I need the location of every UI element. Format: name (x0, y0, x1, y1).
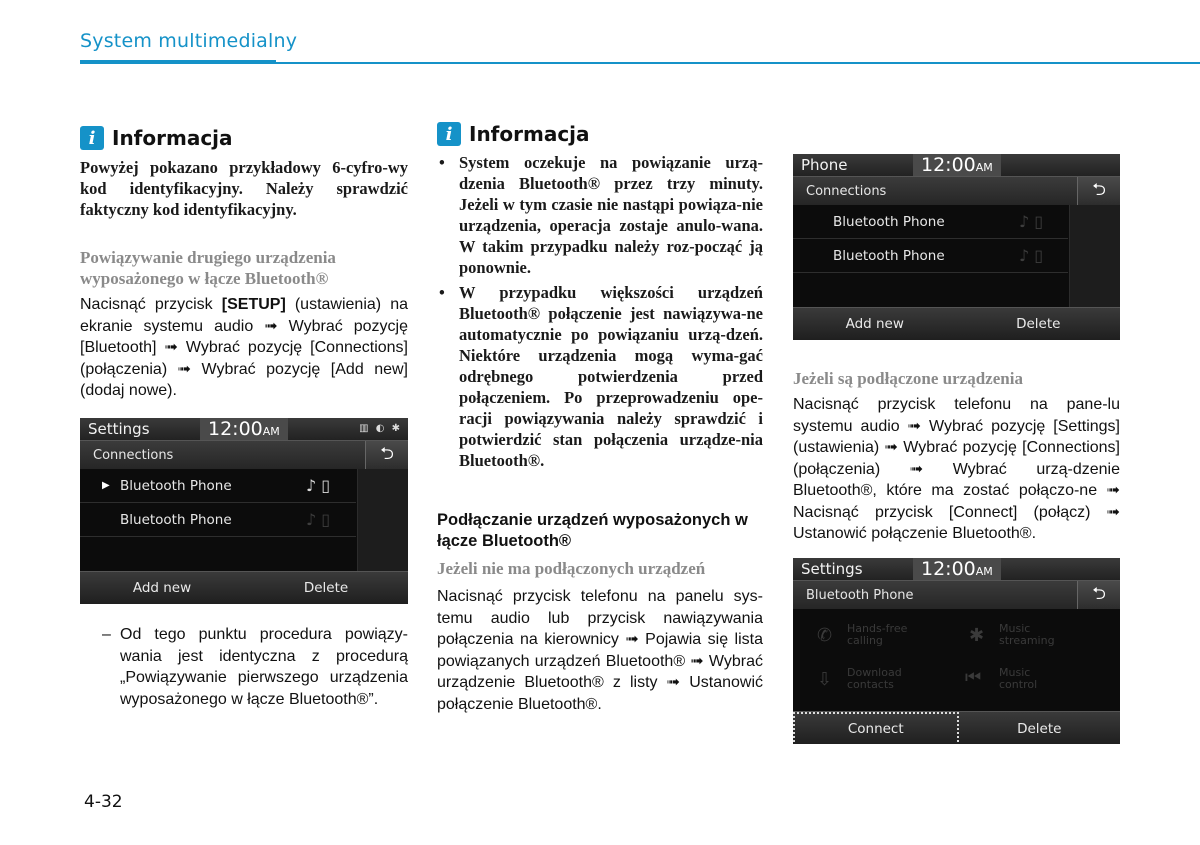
screen-settings-connections (80, 418, 408, 604)
connect-button[interactable]: Connect (793, 712, 959, 744)
screen-subheader (793, 176, 1120, 205)
info-icon: i (437, 122, 461, 146)
bullet-item: • W przypadku większości urządzeń Bluetooth® połączenie jest nawiązywa-ne automatycznie po powiązaniu urzą-dzeń. Niektóre urządzenia mogą wyma-gać odrębnego potwierdzenia przed połączeniem. Po przeprowadzeniu ope-racji powiązywania należy sprawdzić i potwierdzić stan połączenia urządze-nia Bluetooth®. (437, 282, 763, 471)
music-phone-icon: ♪ ▯ (1019, 246, 1044, 265)
info-heading-2 (437, 122, 590, 146)
subheading-connected-devices: Jeżeli są podłączone urządzenia (793, 369, 1023, 388)
clock-time: 12:00 (208, 418, 263, 440)
info-bullets (437, 152, 763, 475)
info-label: Informacja (469, 122, 590, 146)
subheader-label: Bluetooth Phone (806, 587, 914, 603)
music-phone-icon: ♪ ▯ (306, 510, 331, 529)
option-download-contacts[interactable] (847, 667, 902, 691)
device-label: Bluetooth Phone (120, 511, 232, 528)
music-phone-icon: ♪ ▯ (1019, 212, 1044, 231)
music-control-icon: ⏮ (965, 667, 982, 688)
clock (913, 558, 1001, 580)
option-line2: control (999, 678, 1038, 691)
screen-status-bar (80, 418, 408, 440)
device-list (80, 469, 408, 571)
scrollbar[interactable] (357, 469, 408, 571)
setup-key-label: [SETUP] (221, 296, 286, 313)
option-music-streaming[interactable] (999, 623, 1055, 647)
option-line2: contacts (847, 678, 894, 691)
options-grid (793, 609, 1120, 711)
device-row[interactable] (793, 239, 1068, 273)
screen-title: Settings (88, 420, 150, 438)
screen-subheader (80, 440, 408, 469)
clock-ampm: AM (262, 425, 280, 438)
scrollbar[interactable] (1069, 205, 1120, 307)
screen-title: Settings (801, 560, 863, 578)
option-line2: streaming (999, 634, 1055, 647)
page-header-title: System multimedialny (80, 30, 298, 52)
option-handsfree[interactable] (847, 623, 907, 647)
option-music-control[interactable] (999, 667, 1037, 691)
delete-button[interactable]: Delete (1016, 316, 1061, 332)
music-phone-icon: ♪ ▯ (306, 476, 331, 495)
device-row[interactable] (80, 503, 356, 537)
device-row[interactable] (80, 469, 356, 503)
clock-time: 12:00 (921, 154, 976, 176)
handsfree-icon: ✆ (817, 625, 833, 646)
option-line1: Download (847, 666, 902, 679)
bluetooth-icon: ✱ (969, 625, 985, 646)
delete-button[interactable]: Delete (303, 580, 349, 596)
page-number: 4-32 (84, 792, 123, 812)
clock (200, 418, 288, 440)
device-label: Bluetooth Phone (833, 213, 945, 230)
device-list (793, 205, 1120, 307)
dash-note-text: Od tego punktu procedura powiązy-wania jest identyczna z procedurą „Powiązywanie pierwszego urządzenia wyposażonego w łącze Bluetooth®”. (120, 626, 408, 708)
option-line2: calling (847, 634, 883, 647)
back-arrow-icon[interactable]: ⮌ (1077, 581, 1120, 609)
device-label: Bluetooth Phone (120, 477, 232, 494)
device-label: Bluetooth Phone (833, 247, 945, 264)
paragraph-no-devices: Nacisnąć przycisk telefonu na panelu sys-temu audio lub przycisk nawiązywania połączenia na kierownicy ➟ Pojawia się lista powiązanych urządzeń Bluetooth® ➟ Wybrać urządzenie Bluetooth® z listy ➟ Ustanowić połączenie Bluetooth®. (437, 588, 763, 713)
info-heading-1 (80, 126, 233, 150)
dash-marker: – (102, 626, 111, 643)
subheading-pair-second: Powiązywanie drugiego urządzenia wyposażonego w łącze Bluetooth® (80, 248, 336, 288)
screen-bottom-bar (793, 711, 1120, 744)
screen-status-bar (793, 558, 1120, 580)
screen-bottom-bar (80, 571, 408, 604)
paragraph-rest: (ustawienia) na ekranie systemu audio ➟ Wybrać pozycję [Bluetooth] ➟ Wybrać pozycję [Connections] (połączenia) ➟ Wybrać pozycję [Add new] (dodaj nowe). (80, 296, 408, 399)
screen-subheader (793, 580, 1120, 609)
add-new-button[interactable]: Add new (132, 580, 192, 596)
download-icon: ⇩ (817, 669, 833, 690)
clock-ampm: AM (975, 565, 993, 578)
subheader-label: Connections (806, 183, 887, 199)
bullet-item: • System oczekuje na powiązanie urzą-dzenia Bluetooth® przez trzy minuty. Jeżeli w tym czasie nie nastąpi powiąza-nie urządzenia, operacja zostaje anulo-wana. W takim przypadku należy roz-począć ją ponownie. (437, 152, 763, 278)
screen-title: Phone (801, 156, 848, 174)
status-icons: ▥ ◐ ✱ (359, 423, 402, 434)
info-label: Informacja (112, 126, 233, 150)
paragraph-prefix: Nacisnąć przycisk (80, 296, 222, 313)
selected-arrow-icon: ▶ (102, 480, 110, 491)
back-arrow-icon[interactable]: ⮌ (365, 441, 408, 469)
delete-button[interactable]: Delete (1017, 721, 1062, 737)
dash-note (102, 624, 408, 710)
clock-time: 12:00 (921, 558, 976, 580)
screen-bluetooth-phone-settings (793, 558, 1120, 744)
info-icon: i (80, 126, 104, 150)
add-new-button[interactable]: Add new (845, 316, 904, 332)
screen-status-bar (793, 154, 1120, 176)
device-row[interactable] (793, 205, 1068, 239)
option-line1: Music (999, 622, 1031, 635)
subheading-no-devices: Jeżeli nie ma podłączonych urządzeń (437, 559, 706, 578)
clock (913, 154, 1001, 176)
back-arrow-icon[interactable]: ⮌ (1077, 177, 1120, 205)
header-rule-thick (80, 60, 276, 64)
info-text-1: Powyżej pokazano przykładowy 6-cyfro-wy kod identyfikacyjny. Należy sprawdzić faktyczny kod identyfikacyjny. (80, 158, 408, 219)
subheader-label: Connections (93, 447, 174, 463)
header-rule-thin (276, 62, 1200, 64)
screen-phone-connections (793, 154, 1120, 340)
paragraph-connected-devices: Nacisnąć przycisk telefonu na pane-lu systemu audio ➟ Wybrać pozycję [Settings] (ustawienia) ➟ Wybrać pozycję [Connections] (połączenia) ➟ Wybrać urzą-dzenie Bluetooth®, które ma zostać połączo-ne ➟ Nacisnąć przycisk [Connect] (połącz) ➟ Ustanowić połączenie Bluetooth®. (793, 396, 1120, 542)
paragraph-setup (80, 294, 408, 402)
screen-bottom-bar (793, 307, 1120, 340)
option-line1: Music (999, 666, 1031, 679)
clock-ampm: AM (975, 161, 993, 174)
section-heading-connect: Podłączanie urządzeń wyposażonych w łącze Bluetooth® (437, 511, 748, 550)
option-line1: Hands-free (847, 622, 908, 635)
